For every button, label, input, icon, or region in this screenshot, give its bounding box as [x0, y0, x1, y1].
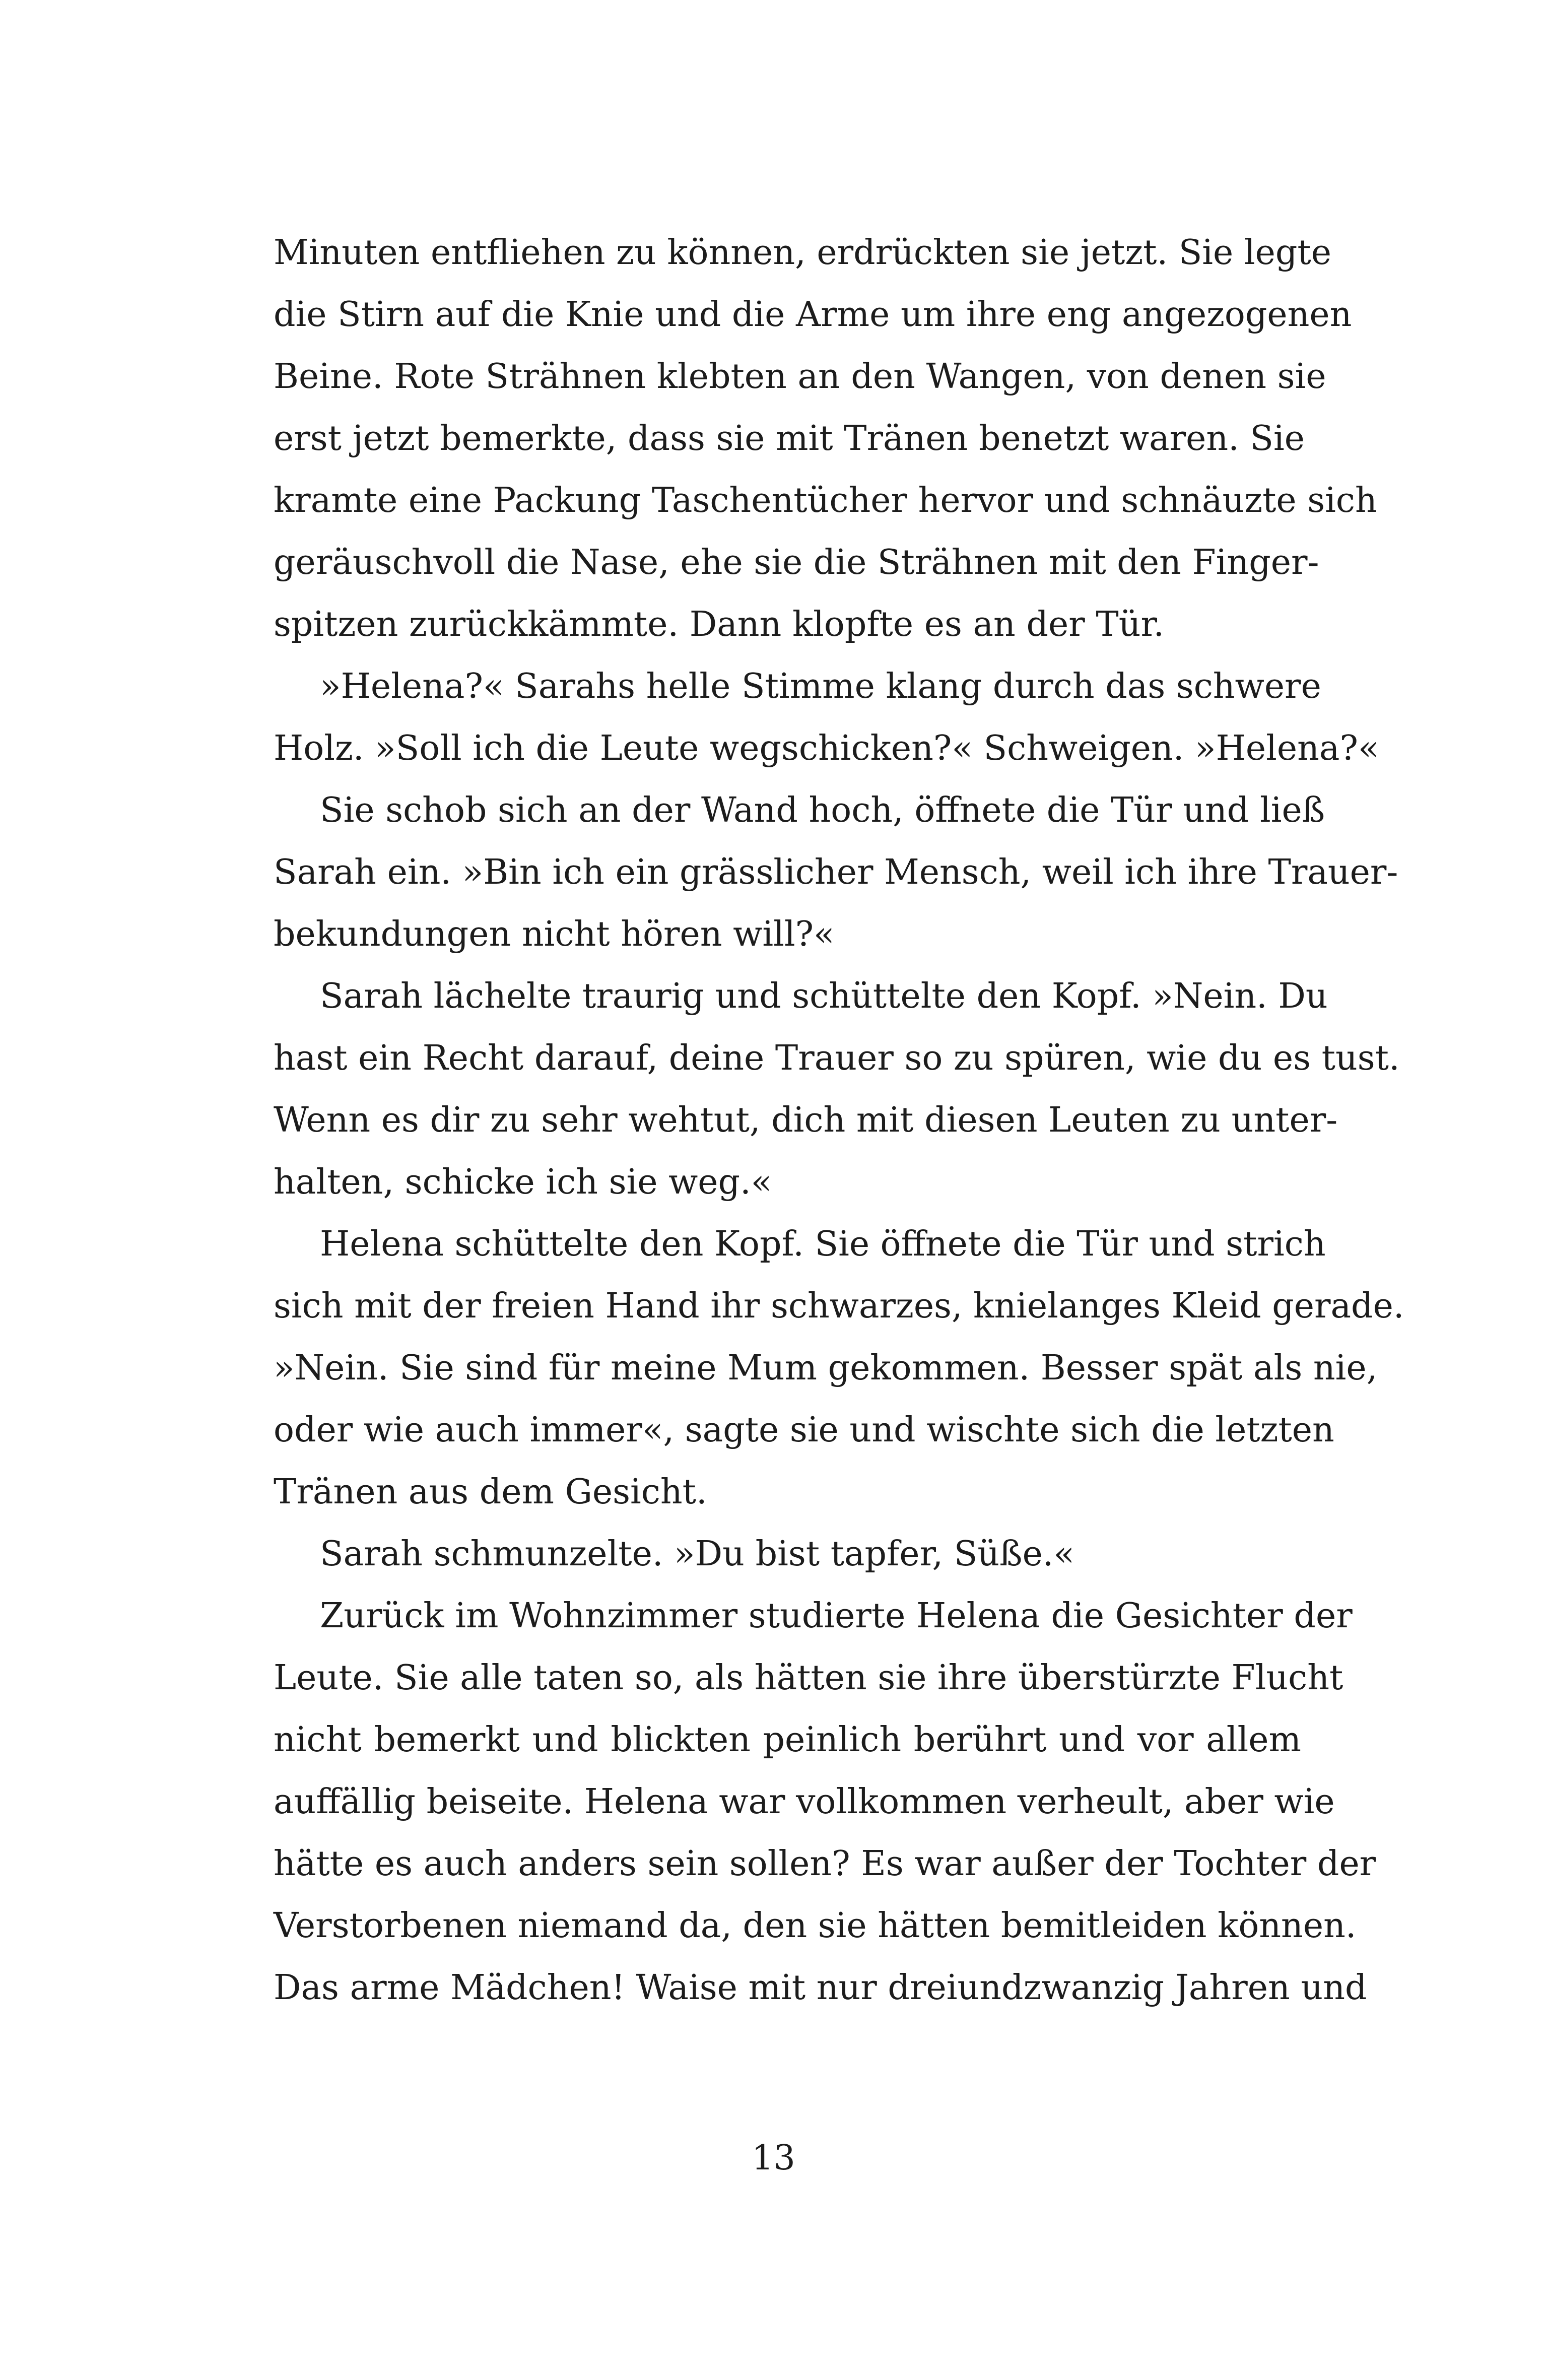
text-line: geräuschvoll die Nase, ehe sie die Strähnen mit den Finger- — [274, 543, 1319, 582]
text-line: Sarah ein. »Bin ich ein grässlicher Mensch, weil ich ihre Trauer- — [274, 852, 1398, 892]
text-line: auffällig beiseite. Helena war vollkommen verheult, aber wie — [274, 1782, 1335, 1822]
text-line: Wenn es dir zu sehr wehtut, dich mit diesen Leuten zu unter- — [274, 1100, 1338, 1140]
text-line: erst jetzt bemerkte, dass sie mit Tränen benetzt waren. Sie — [274, 419, 1305, 458]
body-text — [274, 222, 1404, 2019]
text-line: Das arme Mädchen! Waise mit nur dreiundzwanzig Jahren und — [274, 1968, 1367, 2008]
text-line: Zurück im Wohnzimmer studierte Helena die Gesichter der — [320, 1596, 1353, 1636]
text-line: kramte eine Packung Taschentücher hervor und schnäuzte sich — [274, 481, 1377, 520]
text-line: hast ein Recht darauf, deine Trauer so zu spüren, wie du es tust. — [274, 1038, 1400, 1078]
text-line: sich mit der freien Hand ihr schwarzes, knielanges Kleid gerade. — [274, 1286, 1404, 1326]
text-line: Minuten entfliehen zu können, erdrückten sie jetzt. Sie legte — [274, 233, 1331, 273]
text-line: hätte es auch anders sein sollen? Es war außer der Tochter der — [274, 1844, 1376, 1884]
text-line: Sie schob sich an der Wand hoch, öffnete die Tür und ließ — [320, 790, 1325, 830]
text-line: oder wie auch immer«, sagte sie und wischte sich die letzten — [274, 1410, 1334, 1450]
text-line: »Helena?« Sarahs helle Stimme klang durch das schwere — [320, 667, 1321, 706]
text-line: Sarah lächelte traurig und schüttelte den Kopf. »Nein. Du — [320, 976, 1328, 1016]
text-line: die Stirn auf die Knie und die Arme um ihre eng angezogenen — [274, 295, 1352, 335]
page-number: 13 — [752, 2138, 795, 2178]
text-line: Leute. Sie alle taten so, als hätten sie ihre überstürzte Flucht — [274, 1658, 1343, 1698]
text-line: Tränen aus dem Gesicht. — [274, 1472, 707, 1512]
text-line: nicht bemerkt und blickten peinlich berührt und vor allem — [274, 1720, 1301, 1760]
text-line: »Nein. Sie sind für meine Mum gekommen. Besser spät als nie, — [274, 1348, 1378, 1388]
text-line: Helena schüttelte den Kopf. Sie öffnete die Tür und strich — [320, 1224, 1326, 1264]
text-line: spitzen zurückkämmte. Dann klopfte es an der Tür. — [274, 605, 1165, 644]
text-line: Sarah schmunzelte. »Du bist tapfer, Süße.« — [320, 1534, 1075, 1574]
text-line: Beine. Rote Strähnen klebten an den Wangen, von denen sie — [274, 357, 1326, 396]
text-line: Holz. »Soll ich die Leute wegschicken?« Schweigen. »Helena?« — [274, 729, 1379, 768]
text-line: bekundungen nicht hören will?« — [274, 914, 835, 954]
text-line: Verstorbenen niemand da, den sie hätten bemitleiden können. — [274, 1906, 1357, 1946]
text-line: halten, schicke ich sie weg.« — [274, 1162, 772, 1202]
